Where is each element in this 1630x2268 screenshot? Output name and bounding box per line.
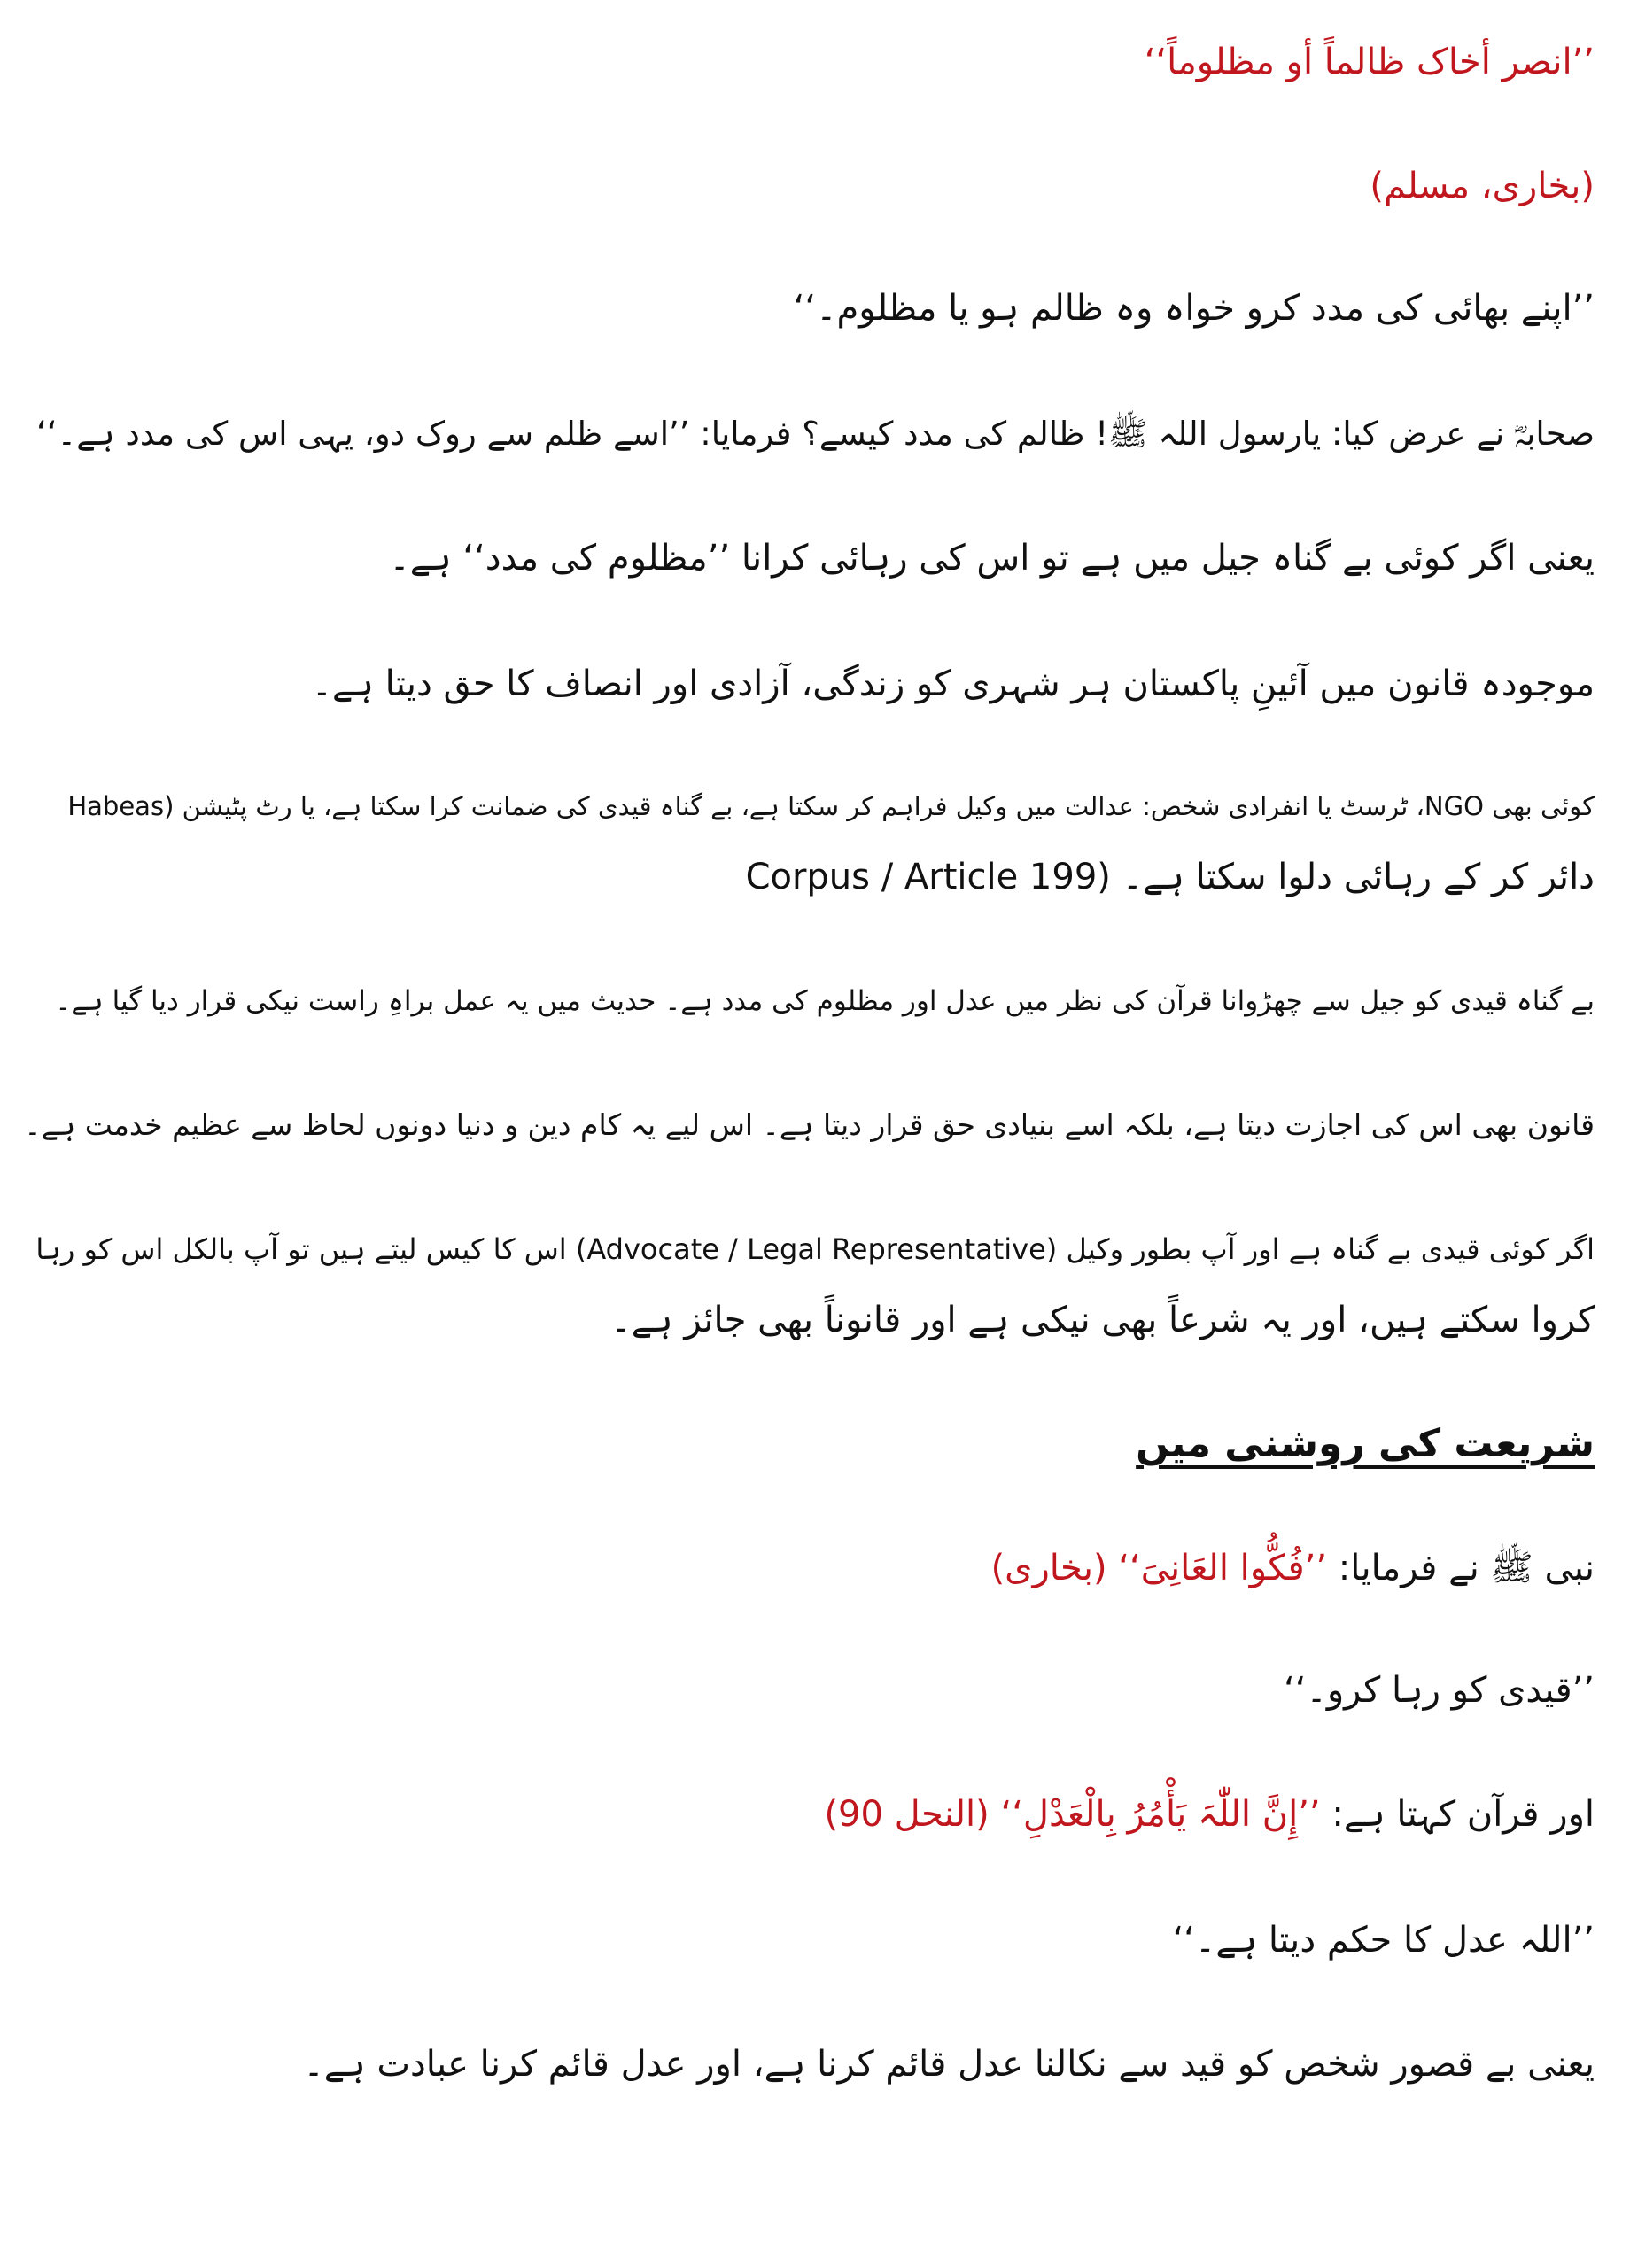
companions-question: صحابہؓ نے عرض کیا: یارسول اللہ ﷺ! ظالم کی مدد کیسے؟ فرمایا: ’’اسے ظلم سے روک دو، یہی اس کی مدد ہے۔‘‘ [36, 415, 1595, 453]
quran-verse-quote: ’’إِنَّ اللّٰہَ یَأْمُرُ بِالْعَدْلِ‘‘ (النحل 90) [824, 1794, 1321, 1835]
quran-verse-translation: ’’اللہ عدل کا حکم دیتا ہے۔‘‘ [1172, 1920, 1595, 1961]
prophet-saying-intro: نبی ﷺ نے فرمایا: [1327, 1548, 1595, 1588]
prophet-saying-quote: ’’فُکُّوا العَانِیَ‘‘ (بخاری) [990, 1548, 1328, 1588]
advocate-paragraph-line-1: اگر کوئی قیدی بے گناہ ہے اور آپ بطور وکیل (Advocate / Legal Representative) اس کا کیس لیتے ہیں تو آپ بالکل اس کو رہا [35, 1232, 1595, 1266]
hadith-reference: (بخاری، مسلم) [1370, 166, 1595, 206]
ngo-paragraph-line-2: Corpus / Article 199) دائر کر کے رہائی دلوا سکتا ہے۔ [745, 857, 1595, 897]
hadith-translation: ’’اپنے بھائی کی مدد کرو خواہ وہ ظالم ہو یا مظلوم۔‘‘ [793, 288, 1595, 329]
section-heading: شریعت کی روشنی میں [1136, 1421, 1595, 1466]
quran-verse-intro: اور قرآن کہتا ہے: [1320, 1794, 1595, 1835]
law-permission-line: قانون بھی اس کی اجازت دیتا ہے، بلکہ اسے بنیادی حق قرار دیتا ہے۔ اس لیے یہ کام دین و دنیا دونوں لحاظ سے عظیم خدمت ہے۔ [24, 1107, 1595, 1142]
hadith-arabic: ’’انصر أخاک ظالماً أو مظلوماً‘‘ [1144, 42, 1595, 82]
prisoner-release-translation: ’’قیدی کو رہا کرو۔‘‘ [1283, 1670, 1595, 1711]
conclusion-line: یعنی بے قصور شخص کو قید سے نکالنا عدل قائم کرنا ہے، اور عدل قائم کرنا عبادت ہے۔ [303, 2044, 1595, 2085]
quran-justice-line: بے گناہ قیدی کو جیل سے چھڑوانا قرآن کی نظر میں عدل اور مظلوم کی مدد ہے۔ حدیث میں یہ عمل براہِ راست نیکی قرار دیا گیا ہے۔ [55, 985, 1595, 1017]
explanation-line: یعنی اگر کوئی بے گناہ جیل میں ہے تو اس کی رہائی کرانا ’’مظلوم کی مدد‘‘ ہے۔ [389, 538, 1595, 579]
ngo-paragraph-line-1: کوئی بھی NGO، ٹرسٹ یا انفرادی شخص: عدالت میں وکیل فراہم کر سکتا ہے، بے گناہ قیدی کی ضمانت کرا سکتا ہے، یا رٹ پٹیشن (Habeas [67, 791, 1595, 821]
quran-verse-line [18, 1788, 1595, 1841]
constitution-line: موجودہ قانون میں آئینِ پاکستان ہر شہری کو زندگی، آزادی اور انصاف کا حق دیتا ہے۔ [311, 664, 1595, 704]
advocate-paragraph-line-2: کروا سکتے ہیں، اور یہ شرعاً بھی نیکی ہے اور قانوناً بھی جائز ہے۔ [610, 1300, 1595, 1340]
prophet-saying-line [18, 1542, 1595, 1595]
